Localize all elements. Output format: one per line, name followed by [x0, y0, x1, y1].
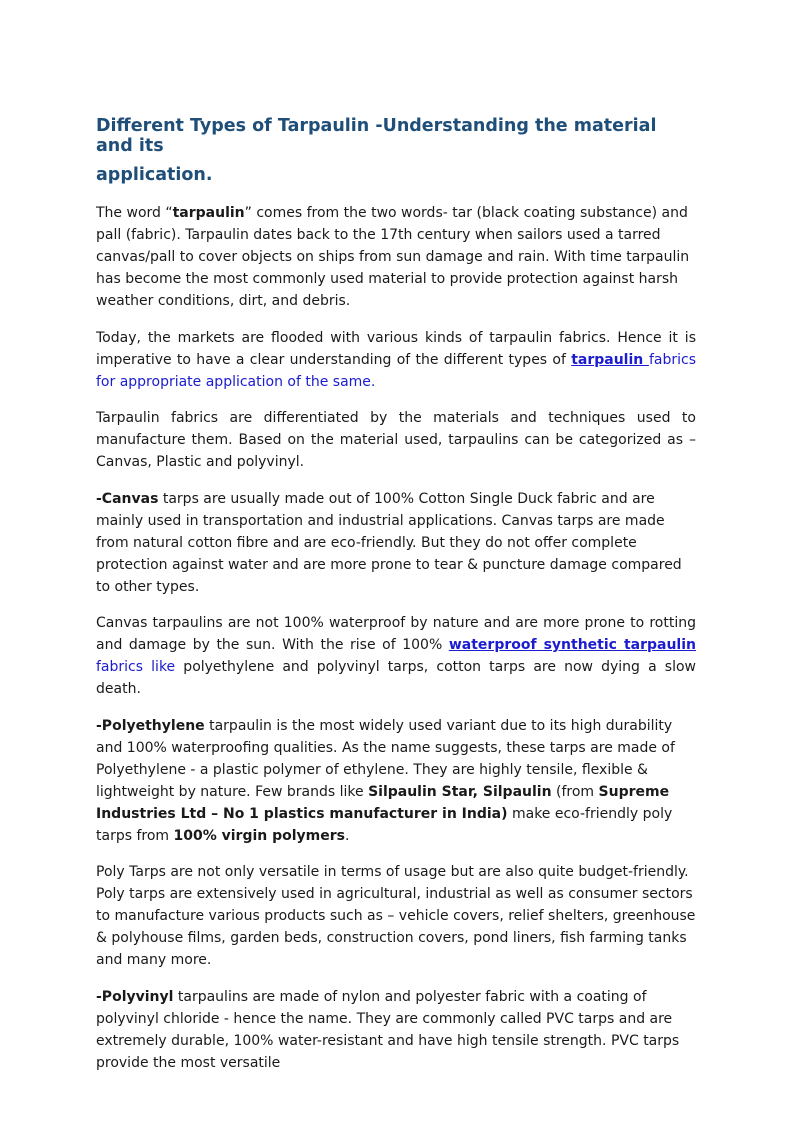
text-span: Tarpaulin fabrics are differentiated by the materials and techniques used to manufacture them. Based on the material used, tarpaulins can be categorized as –Canvas, Plastic and polyvinyl.: [96, 410, 696, 470]
paragraph-poly-tarps: [96, 861, 696, 971]
paragraph-intro: [96, 202, 696, 312]
text-span: Poly Tarps are not only versatile in terms of usage but are also quite budget-friendly. Poly tarps are extensively used in agricultural, industrial as well as consumer sectors to manufacture various products such as – vehicle covers, relief shelters, greenhouse & polyhouse films, garden beds, construction covers, pond liners, fish farming tanks and many more.: [96, 864, 696, 968]
bold-term: Supreme Industries Ltd – No 1 plastics manufacturer in India): [96, 783, 670, 822]
document-page: [96, 116, 696, 1088]
page-title: Different Types of Tarpaulin -Understanding the material and its: [96, 116, 657, 156]
paragraph-markets: [96, 327, 696, 393]
blue-text-span: fabrics for appropriate application of the same.: [96, 351, 696, 390]
bold-term: -Polyvinyl: [96, 988, 174, 1005]
bold-term: -Canvas: [96, 490, 159, 507]
text-span: ” comes from the two words- tar (black coating substance) and pall (fabric). Tarpaulin dates back to the 17th century when sailors used a tarred canvas/pall to cover objects on ships from sun damage and rain. With time tarpaulin has become the most commonly used material to provide protection against harsh weather conditions, dirt, and debris.: [96, 205, 690, 309]
paragraph-canvas-waterproof: [96, 612, 696, 700]
waterproof-synthetic-tarpaulin-link[interactable]: waterproof synthetic tarpaulin: [448, 637, 696, 653]
paragraph-polyvinyl: [96, 986, 696, 1074]
text-span: polyethylene and polyvinyl tarps, cotton tarps are now dying a slow death.: [96, 659, 696, 697]
paragraph-differentiation: [96, 407, 696, 473]
blue-text-span: fabrics like: [96, 659, 176, 675]
text-span: .: [345, 827, 350, 844]
paragraph-polyethylene: [96, 715, 696, 847]
text-span: The word “: [96, 205, 173, 221]
bold-term: 100% virgin polymers: [173, 827, 345, 844]
text-span: make eco-friendly poly tarps from: [96, 805, 673, 844]
text-span: (from: [551, 783, 599, 800]
bold-term: Silpaulin Star, Silpaulin: [368, 783, 552, 800]
text-span: Today, the markets are flooded with various kinds of tarpaulin fabrics. Hence it is imperative to have a clear understanding of the different types of: [96, 329, 696, 368]
page-title-continued: application.: [96, 165, 213, 185]
text-span: tarpaulin is the most widely used variant due to its high durability and 100% waterproofing qualities. As the name suggests, these tarps are made of Polyethylene - a plastic polymer of ethylene. They are highly tensile, flexible & lightweight by nature. Few brands like: [96, 717, 675, 800]
paragraph-canvas: [96, 488, 696, 598]
text-span: tarpaulins are made of nylon and polyester fabric with a coating of polyvinyl chloride - hence the name. They are commonly called PVC tarps and are extremely durable, 100% water-resistant and have high tensile strength. PVC tarps provide the most versatile: [96, 988, 680, 1071]
bold-term: -Polyethylene: [96, 717, 205, 734]
text-span: tarps are usually made out of 100% Cotton Single Duck fabric and are mainly used in transportation and industrial applications. Canvas tarps are made from natural cotton fibre and are eco-friendly. But they do not offer complete protection against water and are more prone to tear & puncture damage compared to other types.: [96, 490, 682, 595]
tarpaulin-link[interactable]: tarpaulin: [571, 351, 649, 368]
bold-term: tarpaulin: [172, 205, 245, 221]
text-span: Canvas tarpaulins are not 100% waterproof by nature and are more prone to rotting and damage by the sun. With the rise of 100%: [96, 615, 696, 653]
